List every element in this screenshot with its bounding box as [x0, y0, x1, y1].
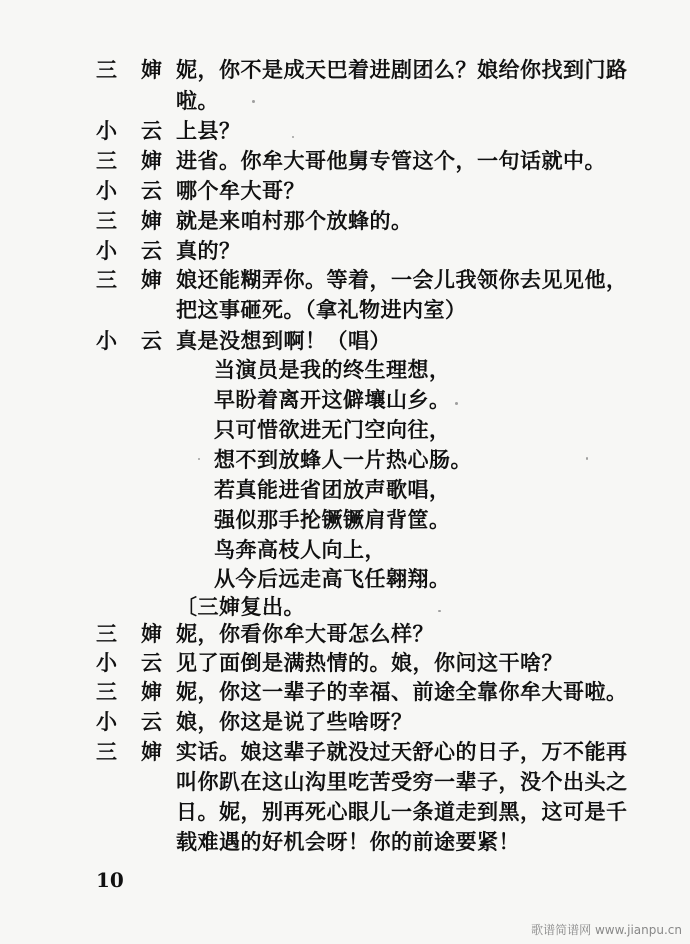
dialogue-continuation: 叫你趴在这山沟里吃苦受穷一辈子，没个出头之 — [176, 769, 628, 794]
dialogue-line: 娘，你这是说了些啥呀？ — [176, 709, 413, 734]
speaker-char-1: 小 — [96, 650, 117, 675]
speaker-char-1: 三 — [96, 267, 117, 292]
speaker-char-2: 云 — [141, 238, 162, 263]
scan-speck — [252, 100, 255, 103]
verse-line: 早盼着离开这僻壤山乡。 — [214, 387, 451, 412]
speaker-char-2: 云 — [141, 328, 162, 353]
dialogue-line: 见了面倒是满热情的。娘，你问这干啥？ — [176, 650, 563, 675]
dialogue-line: 妮，你看你牟大哥怎么样？ — [176, 621, 434, 646]
dialogue-continuation: 日。妮，别再死心眼儿一条道走到黑，这可是千 — [176, 799, 628, 824]
speaker-char-2: 婶 — [141, 57, 162, 82]
dialogue-line: 哪个牟大哥？ — [176, 178, 305, 203]
stage-direction: 〔三婶复出。 — [176, 594, 305, 619]
scan-speck — [198, 458, 200, 460]
scan-speck — [455, 402, 458, 405]
dialogue-continuation: 把这事砸死。（拿礼物进内室） — [176, 297, 467, 322]
page-number: 10 — [96, 868, 124, 892]
verse-line: 若真能进省团放声歌唱， — [214, 477, 451, 502]
dialogue-continuation: 载难遇的好机会呀！你的前途要紧！ — [176, 829, 520, 854]
speaker-char-2: 云 — [141, 178, 162, 203]
speaker-char-1: 三 — [96, 57, 117, 82]
dialogue-line: 妮，你这一辈子的幸福、前途全靠你牟大哥啦。 — [176, 679, 628, 704]
speaker-char-2: 婶 — [141, 267, 162, 292]
verse-line: 强似那手抡镢镢肩背筐。 — [214, 507, 451, 532]
verse-line: 当演员是我的终生理想， — [214, 357, 451, 382]
speaker-char-1: 小 — [96, 328, 117, 353]
speaker-char-1: 三 — [96, 739, 117, 764]
speaker-char-1: 三 — [96, 208, 117, 233]
speaker-char-2: 婶 — [141, 148, 162, 173]
dialogue-line: 娘还能糊弄你。等着，一会儿我领你去见见他， — [176, 267, 628, 292]
speaker-char-2: 云 — [141, 118, 162, 143]
dialogue-line: 妮，你不是成天巴着进剧团么？娘给你找到门路 — [176, 57, 628, 82]
verse-line: 想不到放蜂人一片热心肠。 — [214, 447, 472, 472]
scan-speck — [292, 136, 294, 138]
speaker-char-1: 三 — [96, 679, 117, 704]
dialogue-continuation: 啦。 — [176, 88, 219, 113]
scan-speck — [586, 457, 588, 460]
dialogue-line: 上县？ — [176, 118, 241, 143]
verse-line: 鸟奔高枝人向上， — [214, 537, 386, 562]
speaker-char-2: 婶 — [141, 679, 162, 704]
verse-line: 从今后远走高飞任翱翔。 — [214, 566, 451, 591]
dialogue-line: 就是来咱村那个放蜂的。 — [176, 208, 413, 233]
speaker-char-1: 三 — [96, 621, 117, 646]
dialogue-line: 真是没想到啊！（唱） — [176, 328, 391, 353]
dialogue-line: 实话。娘这辈子就没过天舒心的日子，万不能再 — [176, 739, 628, 764]
speaker-char-2: 婶 — [141, 739, 162, 764]
dialogue-line: 真的？ — [176, 238, 241, 263]
scan-speck — [438, 610, 441, 612]
verse-line: 只可惜欲进无门空向往， — [214, 417, 451, 442]
speaker-char-1: 三 — [96, 148, 117, 173]
speaker-char-2: 云 — [141, 650, 162, 675]
site-watermark: 歌谱简谱网 www.jianpu.cn — [531, 923, 682, 937]
speaker-char-2: 婶 — [141, 621, 162, 646]
speaker-char-1: 小 — [96, 118, 117, 143]
speaker-char-2: 云 — [141, 709, 162, 734]
speaker-char-1: 小 — [96, 238, 117, 263]
speaker-char-2: 婶 — [141, 208, 162, 233]
dialogue-line: 进省。你牟大哥他舅专管这个，一句话就中。 — [176, 148, 606, 173]
speaker-char-1: 小 — [96, 178, 117, 203]
speaker-char-1: 小 — [96, 709, 117, 734]
